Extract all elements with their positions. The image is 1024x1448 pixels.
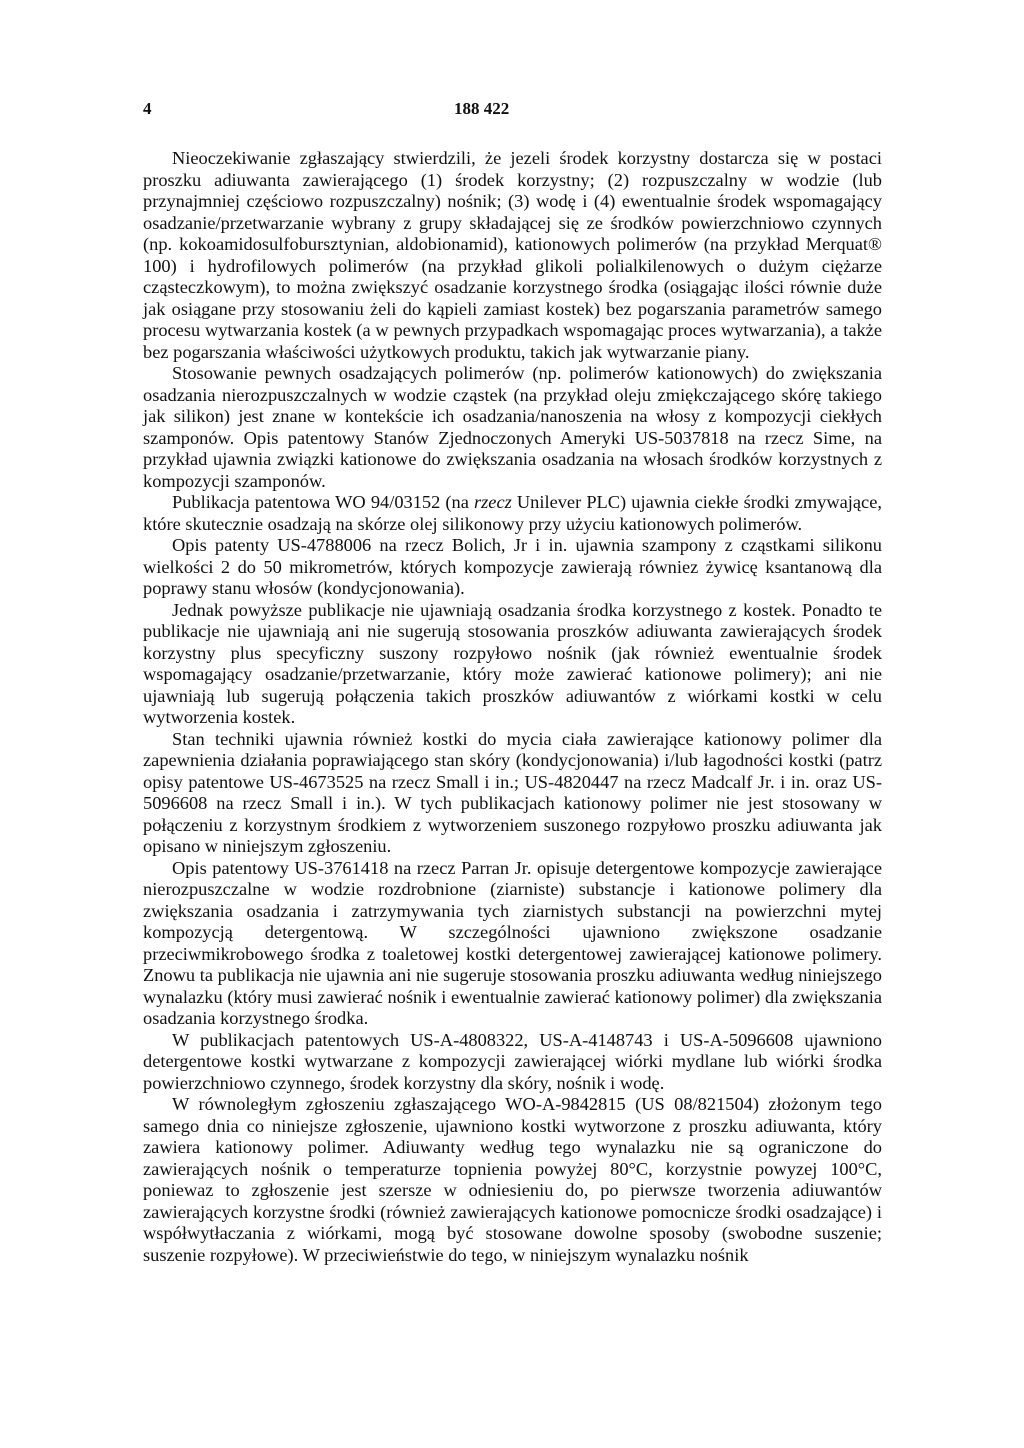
page-number: 4 [143, 99, 152, 118]
paragraph-text: Stan techniki ujawnia również kostki do mycia ciała zawierające kationowy polimer dla zapewnienia działania poprawiającego stan skóry (kondycjonowania) i/lub łagodności kostki (patrz opisy patentowe US-4673525 na rzecz Small i in.; US-4820447 na rzecz Madcalf Jr. i in. oraz US-5096608 na rzecz Small i in.). W tych publikacjach kationowy polimer nie jest stosowany w połączeniu z korzystnym środkiem z wytworzeniem suszonego rozpyłowo proszku adiuwanta jak opisano w niniejszym zgłoszeniu. [143, 728, 882, 856]
paragraph-text: Opis patentowy US-3761418 na rzecz Parran Jr. opisuje detergentowe kompozycje zawierające nierozpuszczalne w wodzie rozdrobnione (ziarniste) substancje i kationowe polimery dla zwiększania osadzania i zatrzymywania tych ziarnistych substancji na powierzchni mytej kompozycją detergentową. W szczególności ujawniono zwiększone osadzanie przeciwmikrobowego środka z toaletowej kostki detergentowej zawierającej kationowe polimery. Znowu ta publikacja nie ujawnia ani nie sugeruje stosowania proszku adiuwanta według niniejszego wynalazku (który musi zawierać nośnik i ewentualnie zawierać kationowy polimer) dla zwiększania osadzania korzystnego środka. [143, 857, 882, 1028]
patent-number: 188 422 [454, 99, 510, 118]
paragraph-text: W publikacjach patentowych US-A-4808322, US-A-4148743 i US-A-5096608 ujawniono detergentowe kostki wytwarzane z kompozycji zawierającej wiórki mydlane lub wiórki środka powierzchniowo czynnego, środek korzystny dla skóry, nośnik i wodę. [143, 1029, 882, 1093]
paragraph-text: Opis patenty US-4788006 na rzecz Bolich, Jr i in. ujawnia szampony z cząstkami silikonu wielkości 2 do 50 mikrometrów, których kompozycje zawierają równiez żywicę ksantanową dla poprawy stanu włosów (kondycjonowania). [143, 535, 882, 598]
paragraph-text: W równoległym zgłoszeniu zgłaszającego WO-A-9842815 (US 08/821504) złożonym tego samego dnia co niniejsze zgłoszenie, ujawniono kostki wytworzone z proszku adiuwanta, który zawiera kationowy polimer. Adiuwanty według tego wynalazku nie są ograniczone do zawierających nośnik o temperaturze topnienia powyżej 80°C, korzystnie powyzej 100°C, poniewaz to zgłoszenie jest szersze w odniesieniu do, po pierwsze tworzenia adiuwantów zawierających korzystne środki (również zawierających kationowe pomocnicze środki osadzające) i współwytłaczania z wiórkami, mogą być stosowane dowolne sposoby (swobodne suszenie; suszenie rozpyłowe). W przeciwieństwie do tego, w niniejszym wynalazku nośnik [143, 1094, 882, 1265]
paragraph-text: Publikacja patentowa WO 94/03152 (na [172, 492, 474, 512]
paragraph-1 [143, 148, 882, 363]
paragraph-3 [143, 492, 882, 535]
paragraph-text: Jednak powyższe publikacje nie ujawniają osadzania środka korzystnego z kostek. Ponadto te publikacje nie ujawniają ani nie sugerują stosowania proszków adiuwanta zawierających środek korzystny plus specyficzny suszony rozpyłowo nośnik (jak również ewentualnie środek wspomagający osadzanie/przetwarzanie, który może zawierać kationowe polimery); ani nie ujawniają lub sugerują połączenia takich proszków adiuwantów z wiórkami kostki w celu wytworzenia kostek. [143, 599, 882, 727]
paragraph-2 [143, 363, 882, 492]
paragraph-9 [143, 1094, 882, 1266]
paragraph-text: Unilever PLC) ujawnia ciekłe środki zmywające, które skutecznie osadzają na skórze olej silikonowy przy użyciu kationowych polimerów. [143, 492, 882, 534]
paragraph-6 [143, 729, 882, 858]
paragraph-4 [143, 535, 882, 600]
paragraph-text: Stosowanie pewnych osadzających polimerów (np. polimerów kationowych) do zwiększania osadzania nierozpuszczalnych w wodzie cząstek (na przykład oleju zmiękczającego skórę takiego jak silikon) jest znane w kontekście ich osadzania/nanoszenia na włosy z kompozycji ciekłych szamponów. Opis patentowy Stanów Zjednoczonych Ameryki US-5037818 na rzecz Sime, na przykład ujawnia związki kationowe do zwiększania osadzania na włosach środków korzystnych z kompozycji szamponów. [143, 363, 882, 491]
paragraph-text: Nieoczekiwanie zgłaszający stwierdzili, że jezeli środek korzystny dostarcza się w postaci proszku adiuwanta zawierającego (1) środek korzystny; (2) rozpuszczalny w wodzie (lub przynajmniej częściowo rozpuszczalny) nośnik; (3) wodę i (4) ewentualnie środek wspomagający osadzanie/przetwarzanie wybrany z grupy składającej się ze środków powierzchniowo czynnych (np. kokoamidosulfobursztynian, aldobionamid), kationowych polimerów (na przykład Merquat® 100) i hydrofilowych polimerów (na przykład glikoli polialkilenowych o dużym ciężarze cząsteczkowym), to można zwiększyć osadzanie korzystnego środka (osiągając ilości równie duże jak osiągane przy stosowaniu żeli do kąpieli zamiast kostek) bez pogarszania parametrów samego procesu wytwarzania kostek (a w pewnych przypadkach wspomagając proces wytwarzania), a także bez pogarszania właściwości użytkowych produktu, takich jak wytwarzanie piany. [143, 148, 882, 362]
paragraph-5 [143, 600, 882, 729]
body-text [143, 148, 882, 1266]
paragraph-7 [143, 858, 882, 1030]
italic-word: rzecz [473, 492, 512, 512]
paragraph-8 [143, 1030, 882, 1095]
